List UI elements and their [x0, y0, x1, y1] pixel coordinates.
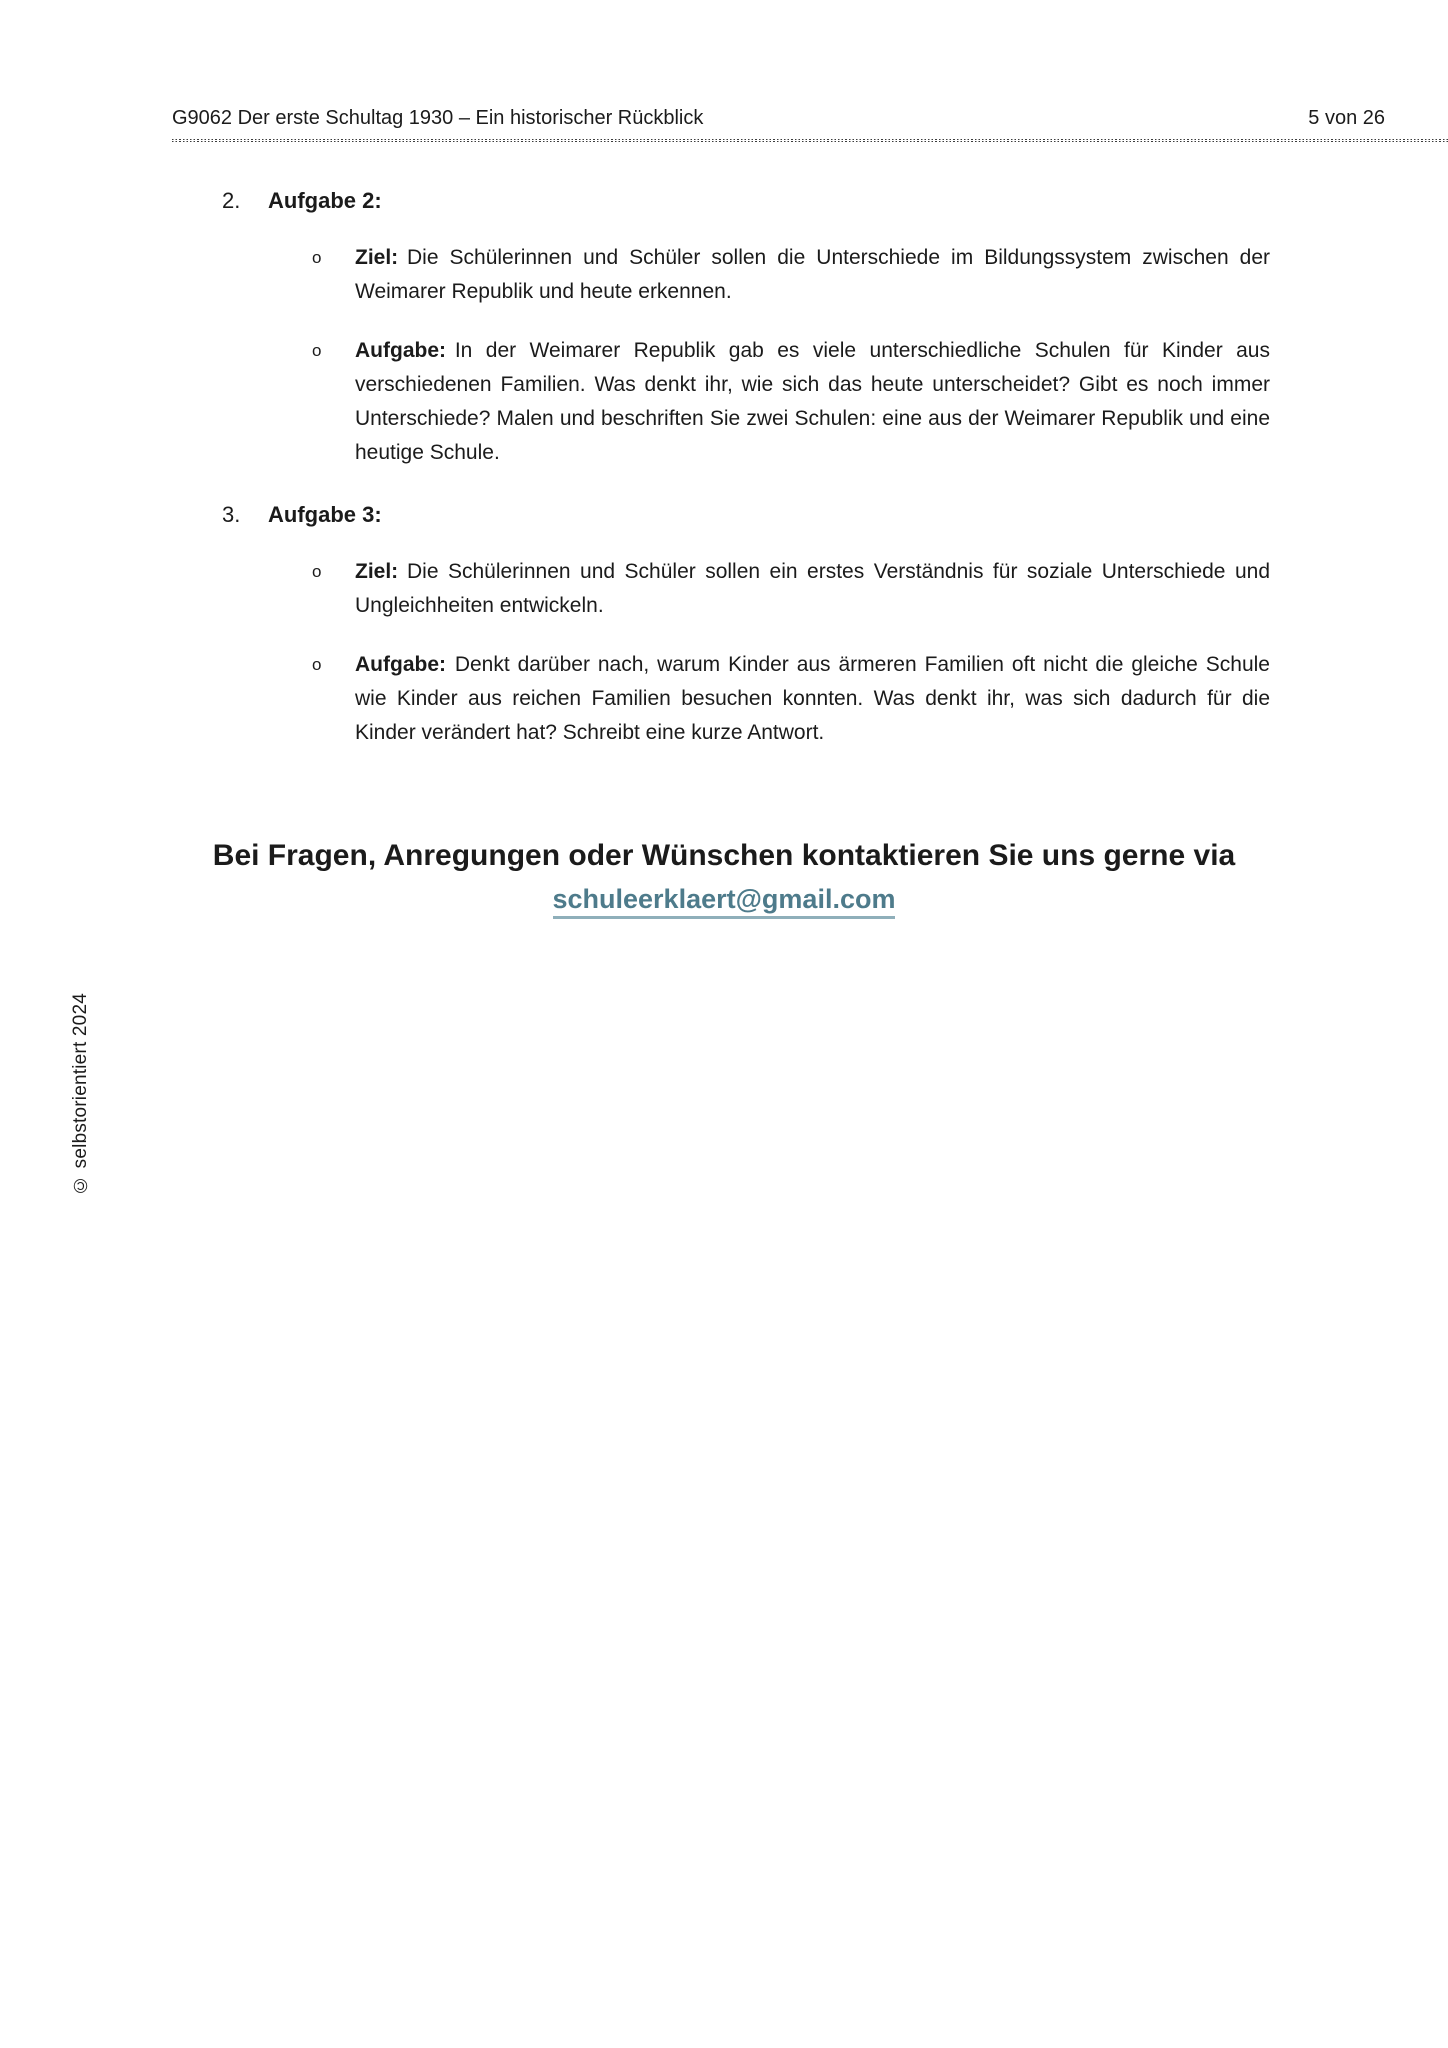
task-2-assignment-item — [312, 334, 1270, 470]
task-2-label: Aufgabe 2: — [268, 188, 382, 213]
header-title: G9062 Der erste Schultag 1930 – Ein historischer Rückblick — [172, 107, 704, 129]
task-3-assignment-text — [355, 648, 1270, 750]
task-3-label: Aufgabe 3: — [268, 502, 382, 527]
bullet-marker-icon: o — [312, 562, 322, 581]
contact-section — [0, 836, 1448, 919]
bullet-marker-icon: o — [312, 248, 322, 267]
worksheet-content — [0, 140, 1448, 919]
task-2-number: 2. — [222, 188, 241, 213]
task-3-block — [0, 500, 1448, 750]
task-3-number: 3. — [222, 502, 241, 527]
task-2-assignment-label: Aufgabe: — [355, 339, 446, 362]
task-3-assignment-body: Denkt darüber nach, warum Kinder aus ärmeren Familien oft nicht die gleiche Schule wie Kinder aus reichen Familien besuchen konnten. Was denkt ihr, was sich dadurch für die Kinder verändert hat? Schreibt eine kurze Antwort. — [355, 653, 1270, 744]
task-3-assignment-label: Aufgabe: — [355, 653, 446, 676]
task-2-goal-text — [355, 241, 1270, 309]
task-2-assignment-body: In der Weimarer Republik gab es viele unterschiedliche Schulen für Kinder aus verschiedenen Familien. Was denkt ihr, wie sich das heute unterscheidet? Gibt es noch immer Unterschiede? Malen und beschriften Sie zwei Schulen: eine aus der Weimarer Republik und eine heutige Schule. — [355, 339, 1270, 464]
contact-email-link[interactable]: schuleerklaert@gmail.com — [553, 882, 896, 919]
bullet-marker-icon: o — [312, 341, 322, 360]
task-2-block — [0, 186, 1448, 470]
copyright-vertical-label: © selbstorientiert 2024 — [70, 993, 91, 1195]
bullet-marker-icon: o — [312, 655, 322, 674]
task-2-heading — [222, 186, 1448, 216]
task-3-goal-label: Ziel: — [355, 560, 399, 583]
task-2-goal-label: Ziel: — [355, 246, 399, 269]
task-3-goal-body: Die Schülerinnen und Schüler sollen ein erstes Verständnis für soziale Unterschiede und Ungleichheiten entwickeln. — [355, 560, 1270, 617]
contact-heading: Bei Fragen, Anregungen oder Wünschen kontaktieren Sie uns gerne via — [212, 839, 1236, 872]
task-3-heading — [222, 500, 1448, 530]
header-page-number: 5 von 26 — [1308, 107, 1385, 129]
task-3-goal-item — [312, 555, 1270, 623]
task-2-assignment-text — [355, 334, 1270, 470]
task-2-goal-item — [312, 241, 1270, 309]
page-header — [172, 106, 1385, 130]
task-3-assignment-item — [312, 648, 1270, 750]
task-3-goal-text — [355, 555, 1270, 623]
task-2-goal-body: Die Schülerinnen und Schüler sollen die Unterschiede im Bildungssystem zwischen der Weimarer Republik und heute erkennen. — [355, 246, 1270, 303]
